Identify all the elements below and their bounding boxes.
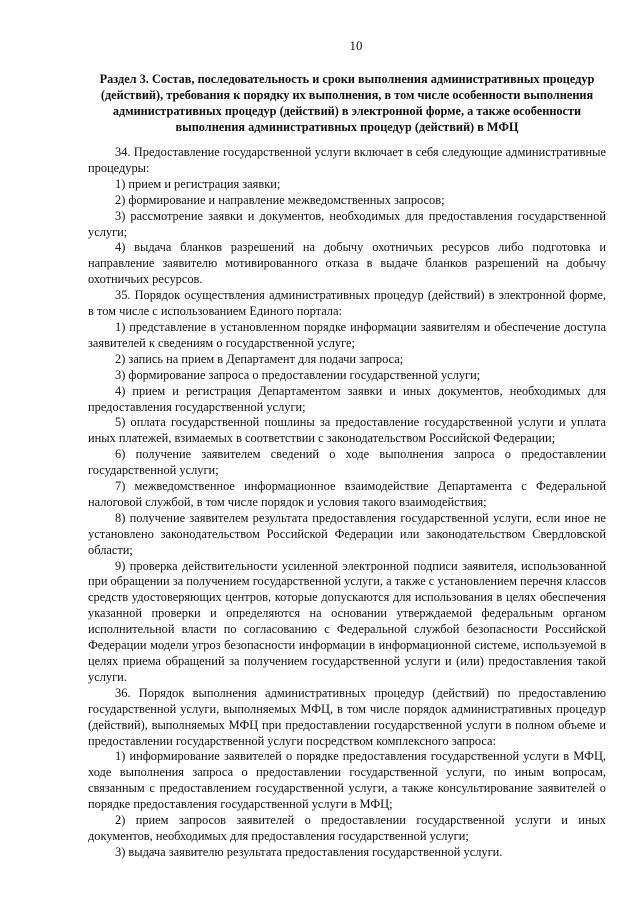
section-title: Раздел 3. Состав, последовательность и сроки выполнения административных процедур (действий), требования к порядку их выполнения, в том числе особенности выполнения административных процедур (действий) в электронной форме, а также особенности выполнения административных процедур (действий) в МФЦ <box>99 72 595 134</box>
page-number: 10 <box>349 38 363 53</box>
paragraph-34-item-1: 1) прием и регистрация заявки; <box>115 176 281 191</box>
paragraph-35-item-5: 5) оплата государственной пошлины за предоставление государственной услуги и уплата иных платежей, взимаемых в соответствии с законодательством Российской Федерации; <box>88 415 606 446</box>
document-body <box>88 145 606 861</box>
paragraph-35-item-3: 3) формирование запроса о предоставлении государственной услуги; <box>115 367 481 382</box>
paragraph-34-item-4: 4) выдача бланков разрешений на добычу охотничьих ресурсов либо подготовка и направление заявителю мотивированного отказа в выдаче бланков разрешений на добычу охотничьих ресурсов. <box>88 240 606 287</box>
paragraph-36-item-1: 1) информирование заявителей о порядке предоставления государственной услуги в МФЦ, ходе выполнения запроса о предоставлении государственной услуги, по иным вопросам, связанным с предоставлением государственной услуги, а также консультирование заявителей о порядке предоставления государственной услуги в МФЦ; <box>88 749 606 812</box>
paragraph-36-item-3: 3) выдача заявителю результата предоставления государственной услуги. <box>115 844 503 859</box>
paragraph-36: 36. Порядок выполнения административных процедур (действий) по предоставлению государственной услуги, выполняемых МФЦ, в том числе порядок административных процедур (действий), выполняемых МФЦ при предоставлении государственной услуги в полном объеме и предоставлении государственной услуги посредством комплексного запроса: <box>88 685 606 748</box>
paragraph-34-item-3: 3) рассмотрение заявки и документов, необходимых для предоставления государственной услуги; <box>88 208 606 239</box>
paragraph-35-item-9: 9) проверка действительности усиленной электронной подписи заявителя, использованной при обращении за получением государственной услуги, а также с установлением перечня классов средств удостоверяющих центров, которые допускаются для использования в целях обеспечения указанной проверки и определяются на основании утверждаемой федеральным органом исполнительной власти по согласованию с Федеральной службой безопасности Российской Федерации модели угроз безопасности информации в информационной системе, используемой в целях приема обращений за получением государственной услуги и (или) предоставления такой услуги. <box>88 558 606 684</box>
paragraph-35: 35. Порядок осуществления административных процедур (действий) в электронной форме, в том числе с использованием Единого портала: <box>88 288 606 319</box>
paragraph-34: 34. Предоставление государственной услуги включает в себя следующие административные процедуры: <box>88 145 606 175</box>
paragraph-35-item-6: 6) получение заявителем сведений о ходе выполнения запроса о предоставлении государственной услуги; <box>88 447 606 478</box>
paragraph-35-item-4: 4) прием и регистрация Департаментом заявки и иных документов, необходимых для предоставления государственной услуги; <box>88 383 606 414</box>
paragraph-36-item-2: 2) прием запросов заявителей о предоставлении государственной услуги и иных документов, необходимых для предоставления государственной услуги; <box>88 813 606 843</box>
paragraph-35-item-7: 7) межведомственное информационное взаимодействие Департамента с Федеральной налоговой службой, в том числе порядок и условия такого взаимодействия; <box>88 479 606 509</box>
paragraph-35-item-2: 2) запись на прием в Департамент для подачи запроса; <box>115 351 404 366</box>
paragraph-34-item-2: 2) формирование и направление межведомственных запросов; <box>115 192 445 207</box>
paragraph-35-item-1: 1) представление в установленном порядке информации заявителям и обеспечение доступа заявителей к сведениям о государственной услуге; <box>88 319 606 350</box>
paragraph-35-item-8: 8) получение заявителем результата предоставления государственной услуги, если иное не установлено законодательством Российской Федерации или законодательством Свердловской области; <box>88 510 606 557</box>
